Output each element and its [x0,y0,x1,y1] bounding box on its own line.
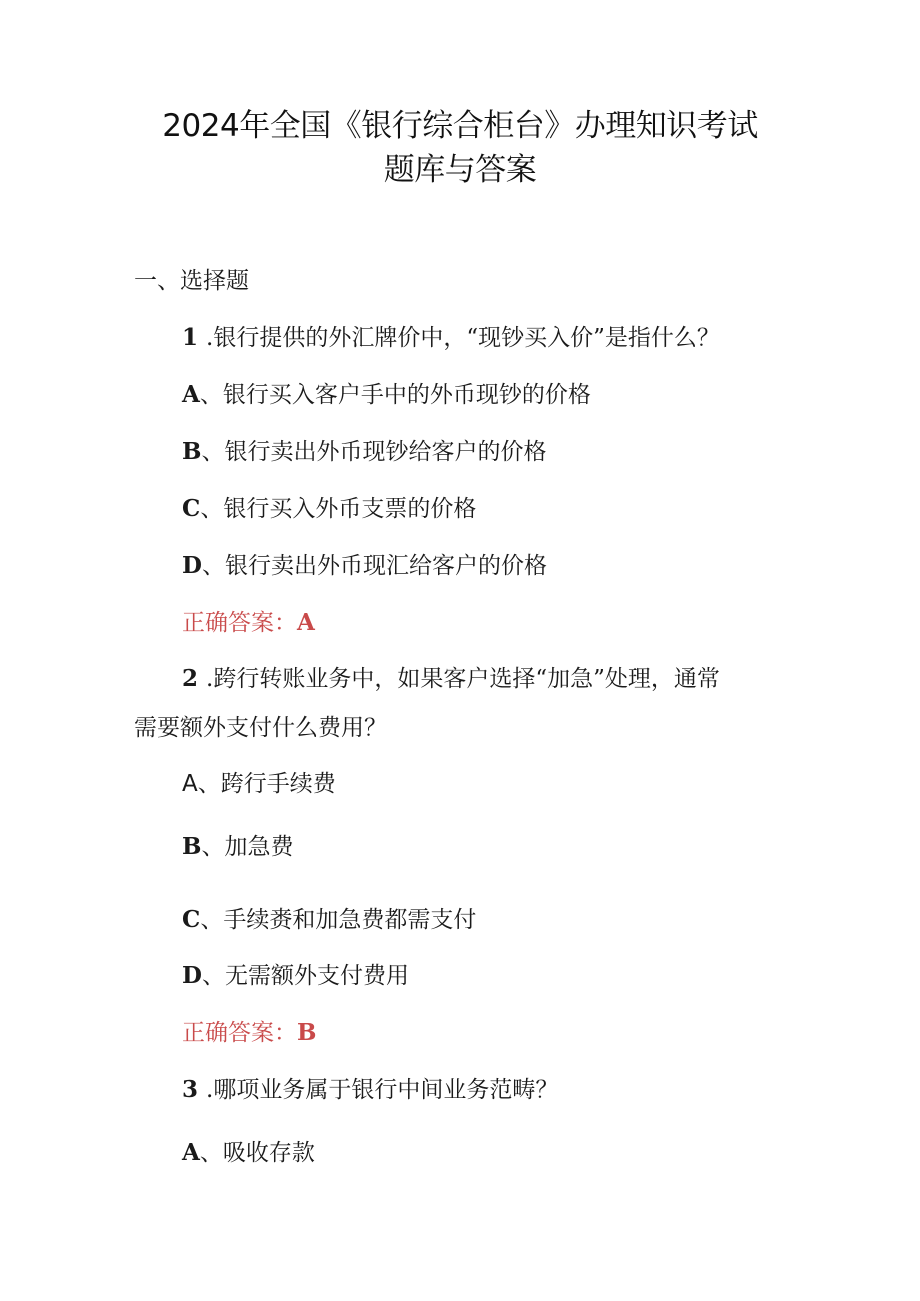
question-3-option-a [182,1138,315,1168]
option-letter: C [182,906,201,933]
option-letter: A [182,771,198,797]
question-2-stem-continued: 需要额外支付什么费用？ [134,715,387,741]
option-text: 、加急费 [201,834,294,860]
document-title-line-2: 题库与答案 [383,152,537,188]
option-text: 、银行卖出外币现钞给客户的价格 [201,439,547,465]
question-1-stem [182,323,720,353]
option-letter: A [182,381,200,408]
option-text: 、银行买入客户手中的外币现钞的价格 [199,382,591,408]
option-letter: A [182,1139,200,1166]
option-letter: C [182,495,201,522]
question-2-number: 2 [182,665,207,692]
question-1-option-b [182,437,546,467]
question-3-stem-text: .哪项业务属于银行中间业务范畴？ [206,1077,559,1103]
question-2-stem-text: .跨行转账业务中，如果客户选择“加急”处理，通常 [206,666,720,692]
question-3-stem [182,1075,558,1105]
option-letter: D [182,962,202,989]
question-2-option-d [182,961,409,991]
option-text: 、吸收存款 [199,1140,315,1166]
answer-label: 正确答案： [182,1020,297,1046]
option-text: 、银行买入外币支票的价格 [200,496,477,522]
question-3-number: 3 [182,1076,207,1103]
question-1-option-c [182,494,476,524]
question-1-option-d [182,551,547,581]
answer-value: A [297,609,315,636]
section-heading: 一、选择题 [134,268,249,294]
question-2-stem [182,664,720,694]
option-text: 、跨行手续费 [197,771,336,797]
option-text: 、银行卖出外币现汇给客户的价格 [201,553,547,579]
question-2-option-a [182,769,336,799]
question-2-answer [182,1018,316,1048]
option-letter: D [182,552,202,579]
option-letter: B [182,833,202,860]
question-2-option-b [182,832,293,862]
document-title-line-1: 2024年全国《银行综合柜台》办理知识考试 [162,108,758,144]
question-1-stem-text: .银行提供的外汇牌价中，“现钞买入价”是指什么？ [206,325,720,351]
question-1-number: 1 [182,324,207,351]
answer-label: 正确答案： [182,610,297,636]
answer-value: B [297,1019,317,1046]
option-text: 、无需额外支付费用 [201,963,409,989]
question-1-answer [182,608,315,638]
question-1-option-a [182,380,591,410]
option-letter: B [182,438,202,465]
question-2-option-c [182,905,476,935]
option-text: 、手续赉和加急费都需支付 [200,907,477,933]
